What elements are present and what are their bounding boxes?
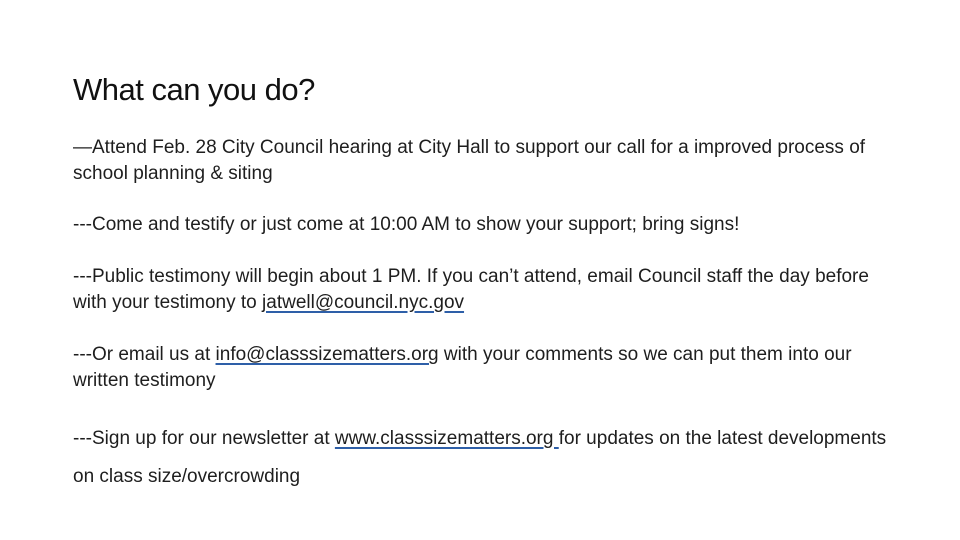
info-email-link[interactable]: info@classsizematters.org bbox=[215, 344, 439, 365]
paragraph-text: ---Public testimony will begin about 1 PM. If you can’t attend, email Council staff the day before with your testimony to bbox=[73, 266, 869, 313]
paragraph-testify: ---Come and testify or just come at 10:00 AM to show your support; bring signs! bbox=[73, 214, 740, 235]
paragraph-newsletter bbox=[73, 420, 903, 496]
paragraph-text: ---Sign up for our newsletter at bbox=[73, 428, 335, 449]
slide-title: What can you do? bbox=[73, 72, 315, 107]
paragraph-attend-hearing: —Attend Feb. 28 City Council hearing at City Hall to support our call for a improved process of school planning & siting bbox=[73, 137, 866, 184]
paragraph-email-us bbox=[73, 342, 903, 394]
paragraph-text: with your comments so we can put them into our written testimony bbox=[73, 344, 852, 391]
paragraph-public-testimony bbox=[73, 264, 903, 316]
website-link[interactable]: www.classsizematters.org bbox=[334, 428, 559, 449]
paragraph-text: ---Or email us at bbox=[73, 344, 216, 365]
council-email-link[interactable]: jatwell@council.nyc.gov bbox=[262, 292, 465, 313]
paragraph-text: for updates on the latest developments on class size/overcrowding bbox=[73, 428, 887, 487]
